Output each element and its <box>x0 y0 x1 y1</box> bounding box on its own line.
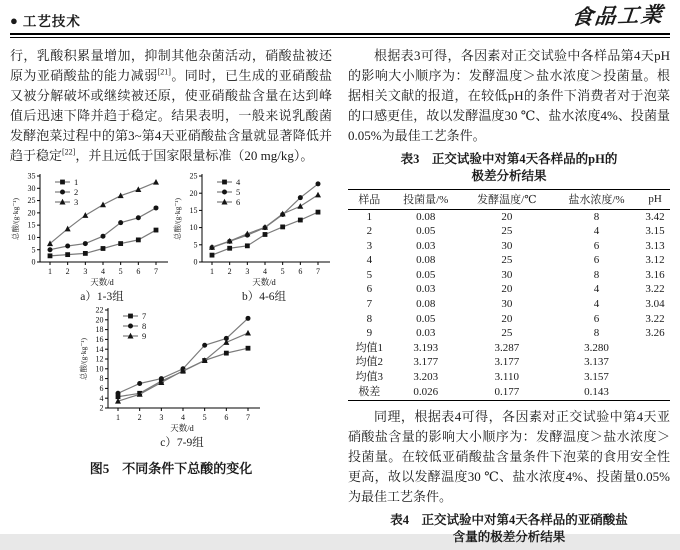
svg-text:20: 20 <box>189 188 198 198</box>
table3-cell: 0.08 <box>416 254 436 267</box>
total-acid-chart-a <box>10 170 172 288</box>
table3-row <box>348 371 670 386</box>
svg-text:4: 4 <box>99 393 104 403</box>
left-paragraph: 行，乳酸积累量增加，抑制其他杂菌活动，硝酸盐被还原为亚硝酸盐的能力减弱[21]。同时，已生成的亚硝酸盐又被分解破坏或继续被还原，使亚硝酸盐含量在达到峰值后迅速下降并趋于稳定。结果表明，一般来说乳酸菌发酵泡菜过程中的第3~第4天亚硝酸盐含量就显著降低并趋于稳定[22]，并且远低于国家限量标准（20 mg/kg）。 <box>10 48 332 163</box>
table3-header-row <box>348 190 670 210</box>
svg-text:6: 6 <box>136 267 141 276</box>
table3-cell: 0.05 <box>416 312 436 325</box>
table3-cell: 0.03 <box>416 239 436 252</box>
two-column-body <box>10 46 670 550</box>
table3-cell: 3.22 <box>645 283 665 296</box>
svg-text:6: 6 <box>298 267 303 276</box>
table3-cell: 3.26 <box>645 327 665 340</box>
table3-cell: 4 <box>593 298 600 311</box>
svg-text:天数/d: 天数/d <box>252 277 276 287</box>
table3-cell: 极差 <box>358 385 381 398</box>
svg-text:天数/d: 天数/d <box>90 277 114 287</box>
section-label <box>10 10 81 30</box>
table3-cell: 均值1 <box>355 341 384 354</box>
svg-text:10: 10 <box>189 223 198 233</box>
table3-cell: 1 <box>366 210 373 223</box>
table3-row <box>348 327 670 342</box>
svg-text:0: 0 <box>31 257 36 267</box>
section-title: 工艺技术 <box>22 14 81 29</box>
table3-row <box>348 254 670 269</box>
table3-cell: 0.08 <box>416 210 436 223</box>
svg-text:总酸/(g·kg⁻¹): 总酸/(g·kg⁻¹) <box>173 197 182 241</box>
svg-text:0: 0 <box>193 257 198 267</box>
svg-text:10: 10 <box>95 364 104 374</box>
table3-cell: 8 <box>593 327 600 340</box>
svg-text:5: 5 <box>193 240 198 250</box>
table3-header-cell: 发酵温度/℃ <box>461 190 553 210</box>
table3 <box>348 189 670 401</box>
table3-cell: 25 <box>501 225 513 238</box>
table3-row <box>348 356 670 371</box>
svg-text:3: 3 <box>245 267 250 276</box>
table3-cell <box>640 371 670 386</box>
chart-row-bottom <box>10 304 332 450</box>
chart-block-b <box>172 170 334 304</box>
table3-cell: 0.026 <box>413 385 439 398</box>
svg-text:20: 20 <box>95 315 104 325</box>
svg-text:7: 7 <box>316 267 320 276</box>
svg-text:2: 2 <box>74 187 79 197</box>
svg-text:9: 9 <box>142 331 147 341</box>
svg-text:5: 5 <box>236 187 241 197</box>
table3-row <box>348 312 670 327</box>
svg-text:天数/d: 天数/d <box>170 423 194 433</box>
svg-text:18: 18 <box>95 325 104 335</box>
figure-5-caption: 图5 不同条件下总酸的变化 <box>89 461 253 476</box>
table3-cell: 3.177 <box>413 356 439 369</box>
svg-text:35: 35 <box>27 171 36 181</box>
table3-cell: 6 <box>366 283 373 296</box>
svg-text:12: 12 <box>95 354 104 364</box>
table3-cell: 3.157 <box>584 371 609 384</box>
table3-cell: 3.110 <box>494 371 520 384</box>
table3-cell: 均值2 <box>355 356 384 369</box>
svg-text:4: 4 <box>101 267 105 276</box>
chart-block-a <box>10 170 172 304</box>
table3-header-cell: 投菌量/% <box>391 190 461 210</box>
svg-text:2: 2 <box>65 267 70 276</box>
table3-cell: 3.12 <box>645 254 665 267</box>
table3-cell: 3.16 <box>645 268 665 281</box>
table3-cell <box>640 341 670 356</box>
svg-text:8: 8 <box>99 374 104 384</box>
svg-text:10: 10 <box>27 233 36 243</box>
total-acid-chart-c <box>78 304 264 434</box>
right-paragraph-1: 根据表3可得，各因素对正交试验中各样品第4天pH的影响大小顺序为：发酵温度＞盐水浓度＞投菌量。根据相关文献的报道，在较低pH的条件下消费者对于泡菜的口感更佳，故以发酵温度30 ℃、盐水浓度4%、投菌量0.05%为最佳工艺条件。 <box>348 48 670 143</box>
table3-cell: 4 <box>593 283 600 296</box>
table3-header-cell: pH <box>640 190 670 210</box>
svg-text:22: 22 <box>95 305 104 315</box>
table3-cell: 3 <box>366 239 373 252</box>
svg-text:16: 16 <box>95 335 104 344</box>
table3-cell: 20 <box>501 283 513 296</box>
svg-text:1: 1 <box>116 413 120 422</box>
chart-c-caption: c）7-9组 <box>160 437 204 449</box>
table3-cell: 0.08 <box>416 298 436 311</box>
table4-title <box>348 512 670 546</box>
table3-row <box>348 239 670 254</box>
table3-cell: 20 <box>501 312 513 325</box>
table3-cell: 6 <box>593 239 600 252</box>
chart-row-top <box>10 170 332 304</box>
svg-text:1: 1 <box>74 177 79 187</box>
journal-logo: 食品工業 <box>570 2 666 30</box>
table3-cell: 6 <box>593 254 600 267</box>
svg-text:4: 4 <box>263 267 267 276</box>
table3-cell: 30 <box>501 268 513 281</box>
figure-5 <box>10 170 332 477</box>
table3-cell: 4 <box>593 225 600 238</box>
svg-text:7: 7 <box>154 267 158 276</box>
table3-cell: 2 <box>366 225 373 238</box>
svg-text:6: 6 <box>99 384 104 393</box>
table3-cell: 30 <box>501 239 513 252</box>
svg-text:20: 20 <box>27 208 36 218</box>
table3-row <box>348 225 670 240</box>
table3-header-cell: 盐水浓度/% <box>553 190 640 210</box>
table3-row <box>348 283 670 298</box>
right-column <box>348 46 670 550</box>
table3-cell: 0.03 <box>416 327 436 340</box>
table3-cell: 均值3 <box>355 371 384 384</box>
svg-text:5: 5 <box>31 245 36 255</box>
table3-cell: 3.42 <box>645 210 665 223</box>
svg-text:1: 1 <box>48 267 52 276</box>
svg-text:4: 4 <box>236 177 241 187</box>
table3-cell: 3.137 <box>584 356 609 369</box>
table3-cell: 5 <box>366 268 373 281</box>
svg-text:4: 4 <box>181 413 185 422</box>
table3-cell: 25 <box>501 327 513 340</box>
total-acid-chart-b <box>172 170 334 288</box>
svg-text:6: 6 <box>224 413 229 422</box>
table3-cell: 3.280 <box>584 341 609 354</box>
table3-cell: 9 <box>366 327 373 340</box>
svg-text:总酸/(g·kg⁻¹): 总酸/(g·kg⁻¹) <box>11 197 20 241</box>
page-header <box>10 2 670 30</box>
svg-text:8: 8 <box>142 321 147 331</box>
svg-text:6: 6 <box>236 197 241 207</box>
table3-cell: 7 <box>366 298 373 311</box>
table3-cell: 25 <box>501 254 513 267</box>
table3-row <box>348 385 670 400</box>
svg-text:3: 3 <box>159 413 164 422</box>
section-bullet-icon: ● <box>10 12 19 28</box>
table3-cell: 3.177 <box>494 356 520 369</box>
table3-cell: 3.15 <box>645 225 665 238</box>
table3-cell: 8 <box>593 210 600 223</box>
table3-header-cell: 样品 <box>348 190 391 210</box>
table3-cell: 0.143 <box>584 385 609 398</box>
svg-text:2: 2 <box>99 403 104 413</box>
svg-text:5: 5 <box>118 267 123 276</box>
svg-text:1: 1 <box>210 267 214 276</box>
table3-row <box>348 298 670 313</box>
svg-text:7: 7 <box>142 311 147 321</box>
svg-text:7: 7 <box>246 413 250 422</box>
table3-row <box>348 268 670 283</box>
svg-text:5: 5 <box>202 413 207 422</box>
table3-cell: 0.05 <box>416 268 436 281</box>
table3-title <box>348 151 670 185</box>
table4-title-line2: 含量的极差分析结果 <box>452 529 566 544</box>
chart-a-caption: a）1-3组 <box>80 291 124 303</box>
svg-text:3: 3 <box>83 267 88 276</box>
table3-cell: 3.203 <box>413 371 439 384</box>
table3-title-line2: 极差分析结果 <box>471 169 547 183</box>
table3-cell <box>640 385 670 400</box>
left-column <box>10 46 332 550</box>
table3-cell: 3.04 <box>645 298 665 311</box>
table3-cell: 0.03 <box>416 283 436 296</box>
table3-cell: 3.13 <box>645 239 665 252</box>
table3-cell: 8 <box>593 268 600 281</box>
table3-title-line1: 表3 正交试验中对第4天各样品的pH的 <box>400 152 618 166</box>
svg-text:25: 25 <box>27 196 36 206</box>
table3-row <box>348 341 670 356</box>
svg-text:14: 14 <box>95 344 104 354</box>
table3-cell: 3.193 <box>413 341 439 354</box>
table3-cell: 3.287 <box>494 341 520 354</box>
table3-cell: 20 <box>501 210 513 223</box>
svg-text:总酸/(g·kg⁻¹): 总酸/(g·kg⁻¹) <box>79 337 88 381</box>
svg-text:15: 15 <box>189 206 198 215</box>
table3-cell: 8 <box>366 312 373 325</box>
header-rule <box>10 33 670 38</box>
table3-row <box>348 210 670 225</box>
svg-text:25: 25 <box>189 171 198 181</box>
svg-text:2: 2 <box>137 413 142 422</box>
table3-body <box>348 210 670 401</box>
chart-b-caption: b）4-6组 <box>241 291 287 303</box>
right-paragraph-2: 同理，根据表4可得，各因素对正交试验中第4天亚硝酸盐含量的影响大小顺序为：发酵温度＞盐水浓度＞投菌量。在较低亚硝酸盐含量条件下泡菜的食用安全性更高，故以发酵温度30 ℃、盐水浓度4%、投菌量0.05%为最佳工艺条件。 <box>348 408 670 504</box>
table3-cell: 30 <box>501 298 513 311</box>
svg-text:3: 3 <box>74 197 79 207</box>
table3-cell: 0.177 <box>494 385 520 398</box>
table3-cell <box>640 356 670 371</box>
table3-cell: 3.22 <box>645 312 665 325</box>
table3-cell: 6 <box>593 312 600 325</box>
chart-block-c <box>78 304 264 450</box>
table4-title-line1: 表4 正交试验中对第4天各样品的亚硝酸盐 <box>390 512 628 527</box>
table3-cell: 4 <box>366 254 373 267</box>
svg-text:30: 30 <box>27 183 36 193</box>
svg-text:5: 5 <box>280 267 285 276</box>
svg-text:15: 15 <box>27 220 36 230</box>
table3-cell: 0.05 <box>416 225 436 238</box>
svg-text:2: 2 <box>227 267 232 276</box>
table3-head <box>348 190 670 210</box>
